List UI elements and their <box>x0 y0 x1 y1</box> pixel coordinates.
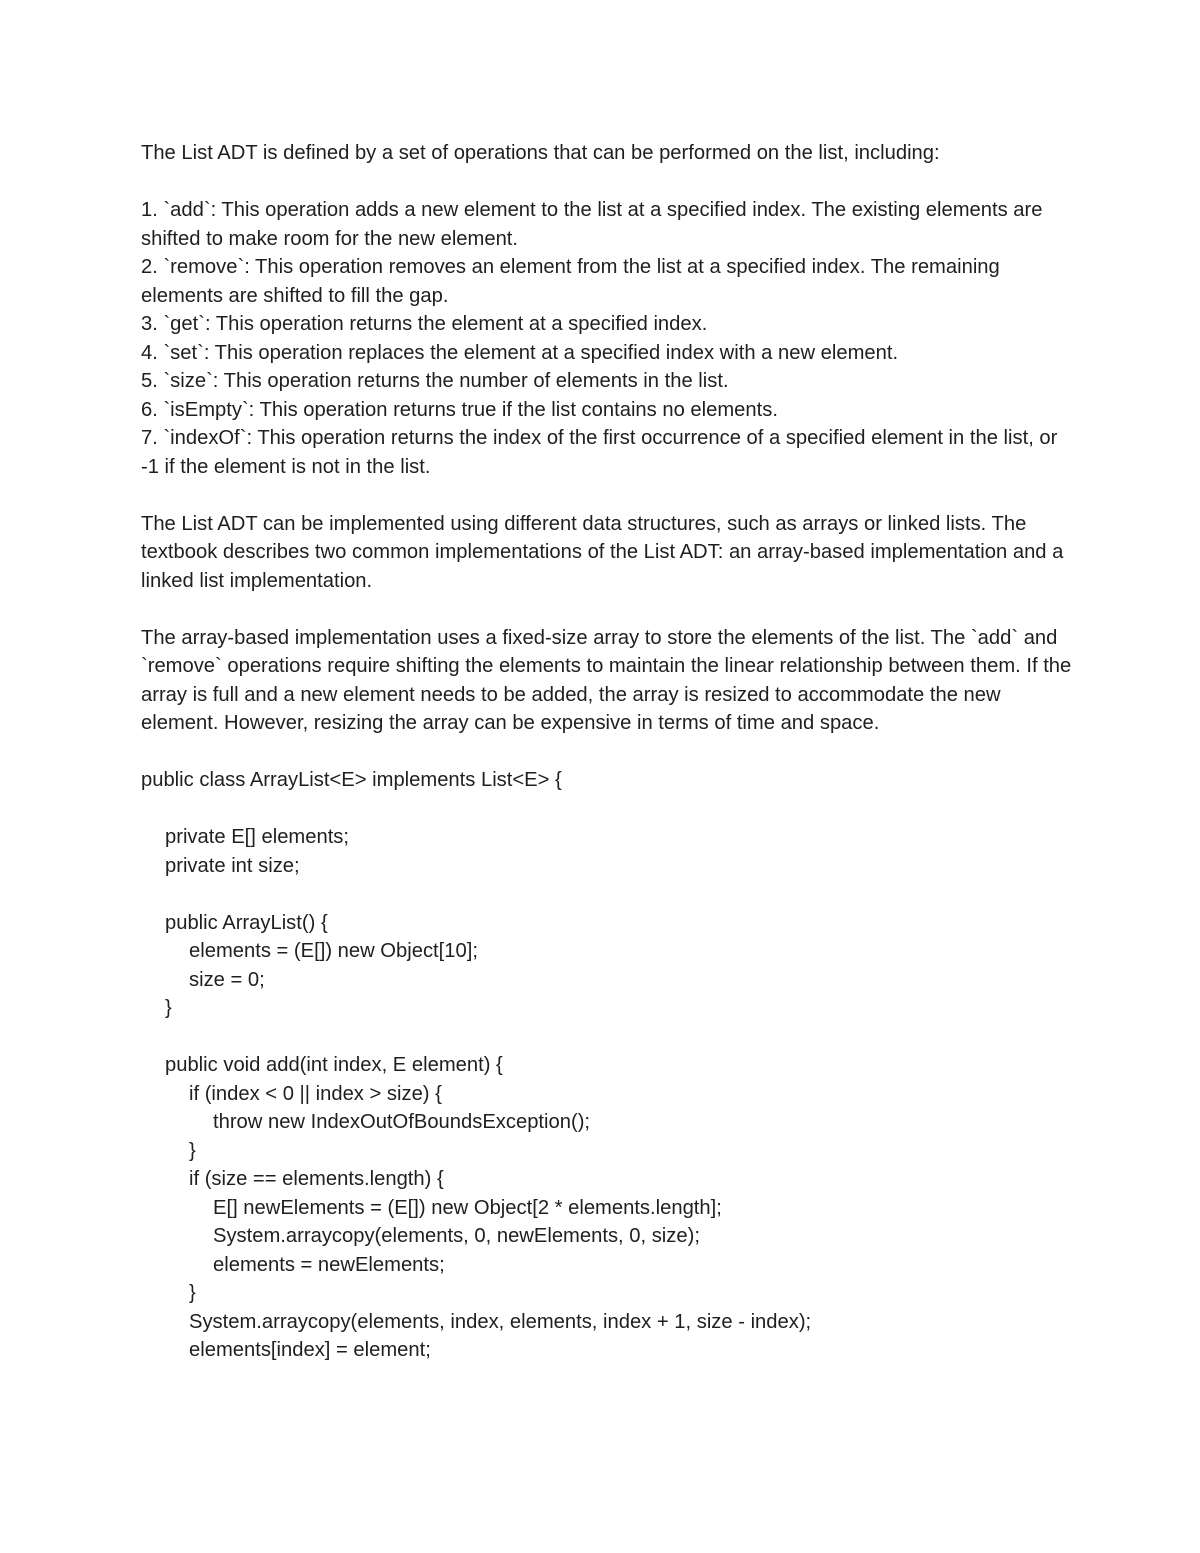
list-item: 6. `isEmpty`: This operation returns true if the list contains no elements. <box>141 398 778 421</box>
code-line: public void add(int index, E element) { <box>165 1054 503 1076</box>
list-item: 2. `remove`: This operation removes an element from the list at a specified index. The remaining elements are shifted to fill the gap. <box>141 256 1000 307</box>
array-implementation-paragraph: The array-based implementation uses a fixed-size array to store the elements of the list. The `add` and `remove` operations require shifting the elements to maintain the linear relationship between them. If the array is full and a new element needs to be added, the array is resized to accommodate the new element. However, resizing the array can be expensive in terms of time and space. <box>141 626 1072 734</box>
list-item: 1. `add`: This operation adds a new element to the list at a specified index. The existing elements are shifted to make room for the new element. <box>141 199 1043 250</box>
code-line: private int size; <box>165 854 300 877</box>
code-line: E[] newElements = (E[]) new Object[2 * elements.length]; <box>213 1196 722 1219</box>
code-line: size = 0; <box>189 968 265 991</box>
code-block <box>141 766 1076 1365</box>
code-line: throw new IndexOutOfBoundsException(); <box>213 1111 591 1133</box>
document-body <box>141 139 1076 1365</box>
code-line: elements[index] = element; <box>189 1339 431 1361</box>
code-line: } <box>189 1282 196 1304</box>
code-line: public class ArrayList<E> implements List<E> { <box>141 769 562 791</box>
list-item: 7. `indexOf`: This operation returns the index of the first occurrence of a specified element in the list, or -1 if the element is not in the list. <box>141 427 1058 478</box>
list-item: 4. `set`: This operation replaces the element at a specified index with a new element. <box>141 341 899 364</box>
code-line: public ArrayList() { <box>165 911 328 934</box>
operations-list <box>141 196 1076 481</box>
code-line <box>141 880 1076 909</box>
list-item: 3. `get`: This operation returns the element at a specified index. <box>141 313 708 335</box>
code-line: elements = (E[]) new Object[10]; <box>189 940 478 962</box>
code-line: System.arraycopy(elements, 0, newElements, 0, size); <box>213 1225 700 1247</box>
code-line <box>141 795 1076 824</box>
implementations-paragraph: The List ADT can be implemented using different data structures, such as arrays or linked lists. The textbook describes two common implementations of the List ADT: an array-based implementation and a linked list implementation. <box>141 512 1064 592</box>
intro-paragraph: The List ADT is defined by a set of operations that can be performed on the list, including: <box>141 142 940 164</box>
code-line: private E[] elements; <box>165 826 350 848</box>
code-line: System.arraycopy(elements, index, elements, index + 1, size - index); <box>189 1310 812 1333</box>
code-line: } <box>189 1139 196 1162</box>
code-line: if (index < 0 || index > size) { <box>189 1082 442 1105</box>
code-line <box>141 1023 1076 1052</box>
list-item: 5. `size`: This operation returns the number of elements in the list. <box>141 370 729 392</box>
code-line: if (size == elements.length) { <box>189 1168 444 1190</box>
code-line: elements = newElements; <box>213 1253 445 1276</box>
code-line: } <box>165 997 172 1019</box>
